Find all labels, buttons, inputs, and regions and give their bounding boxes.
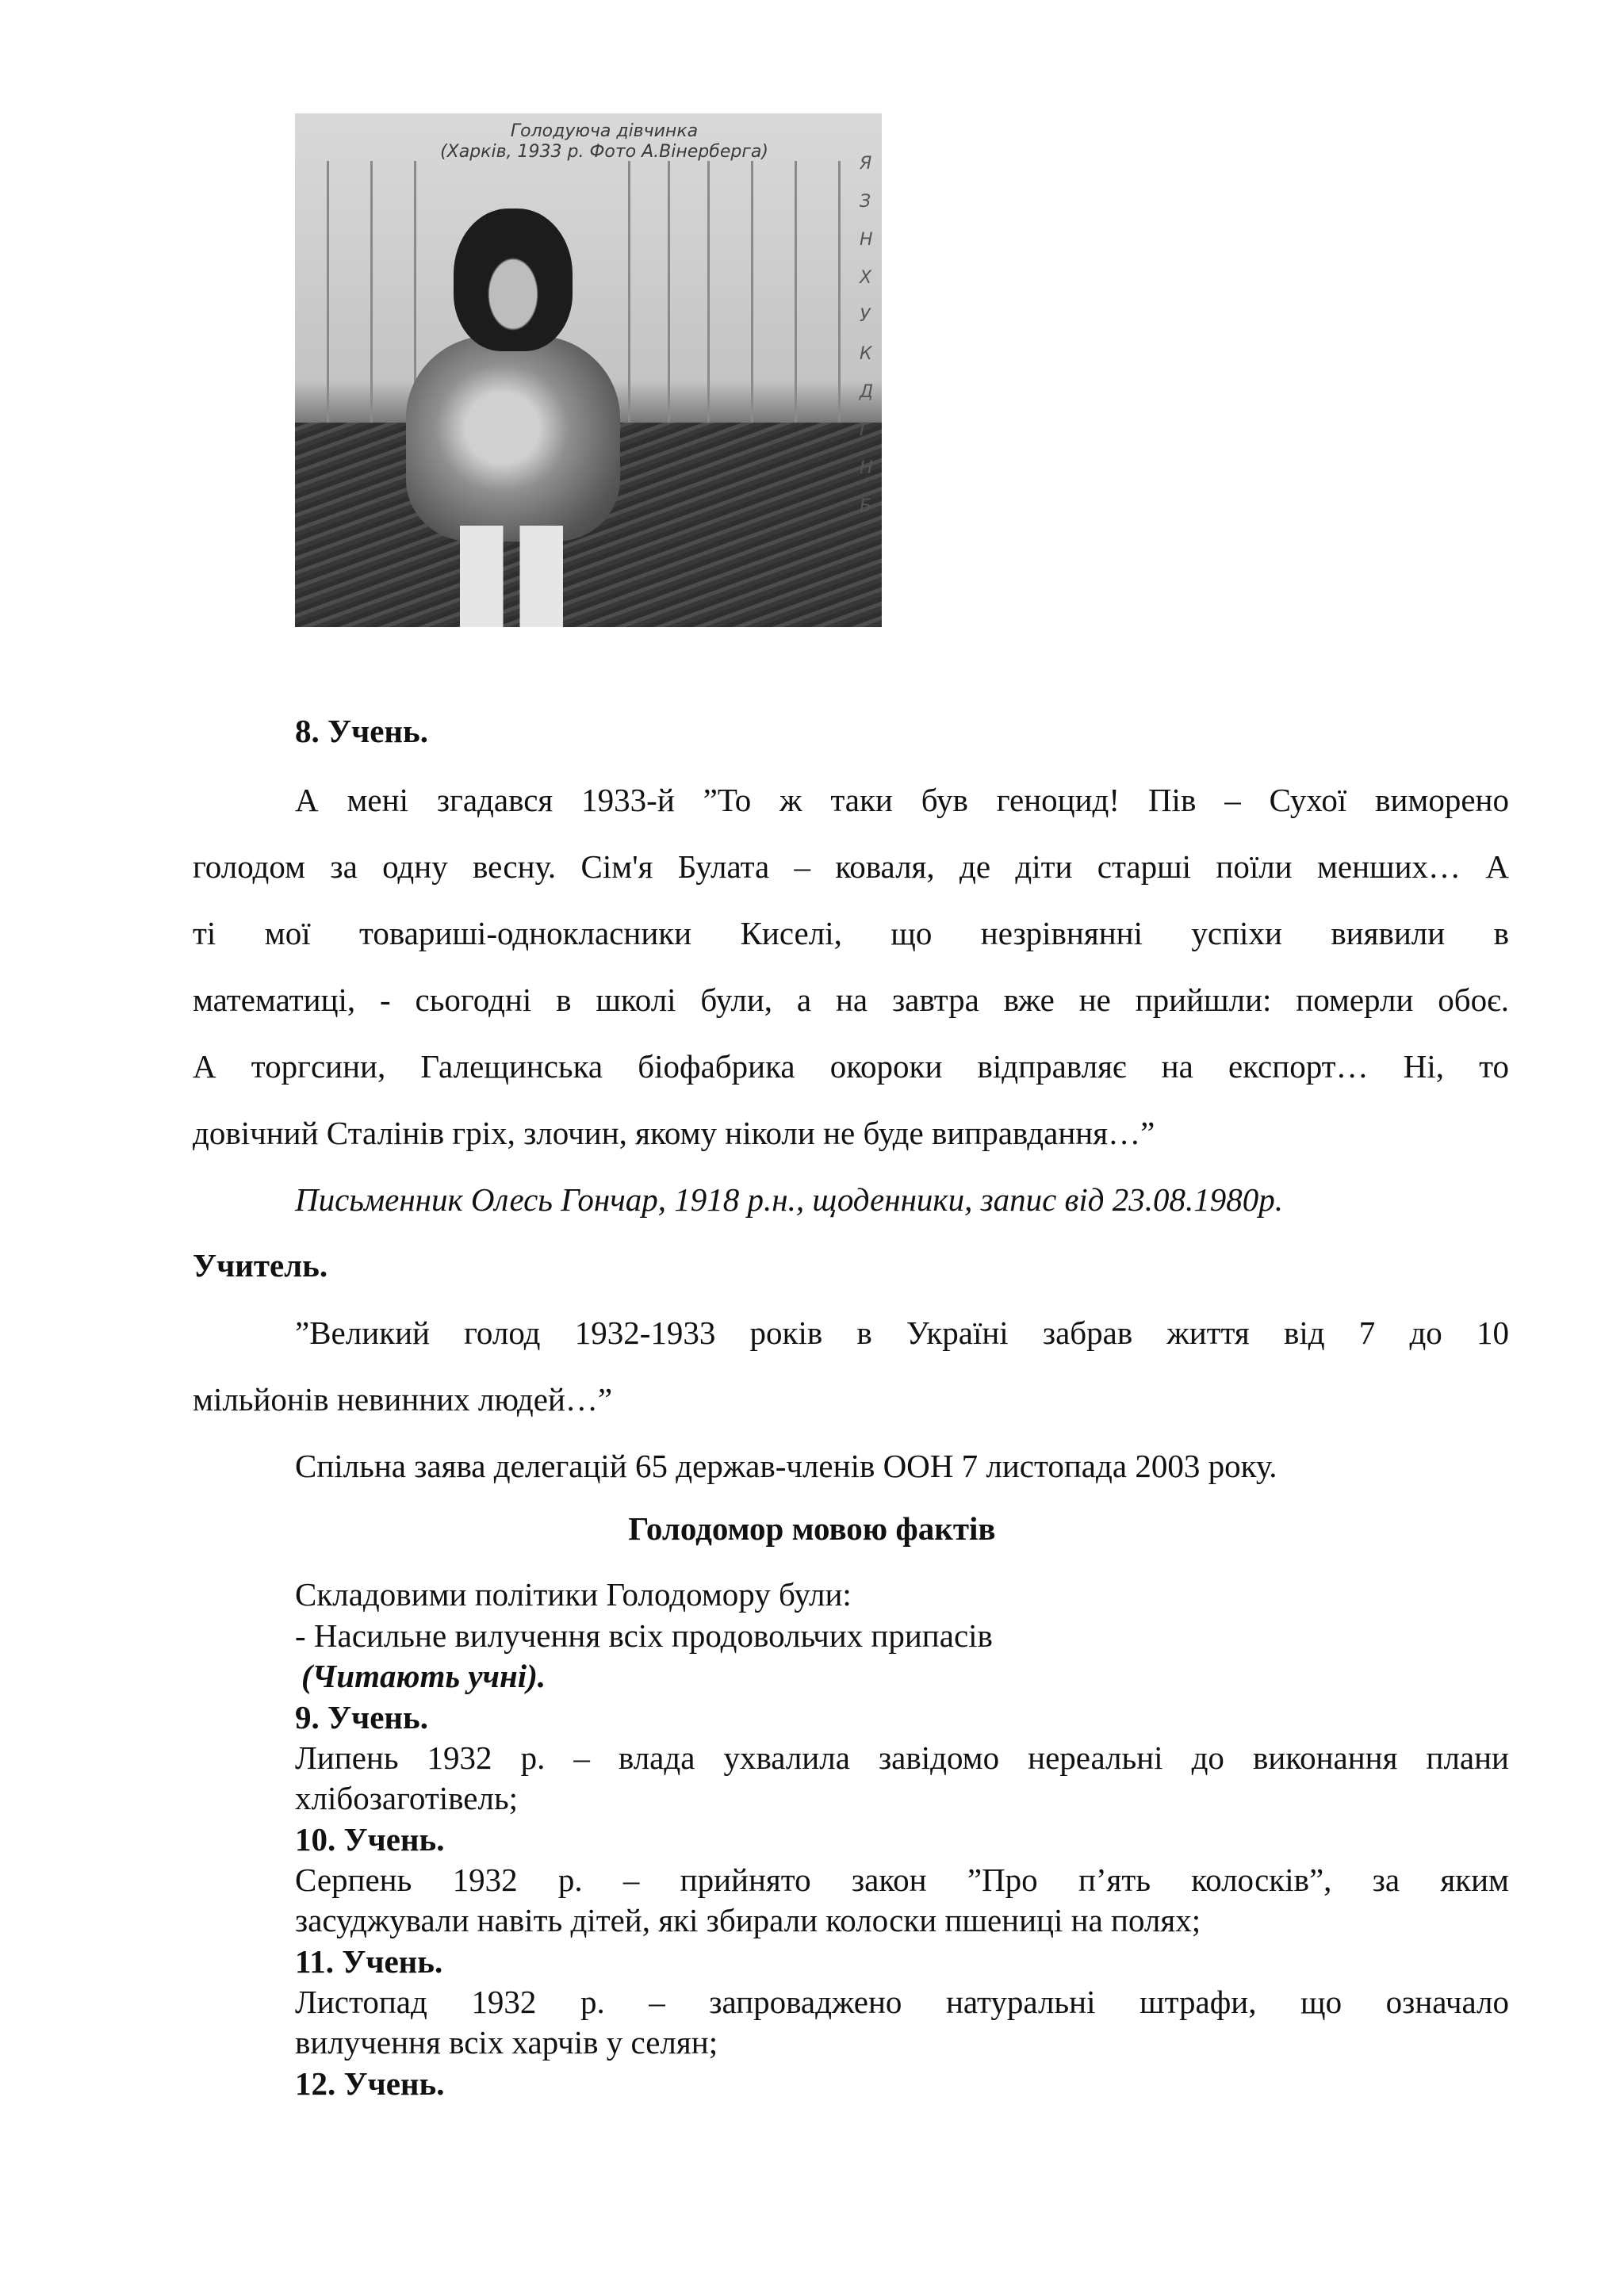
student-9-line-1: Липень 1932 р. – влада ухвалила завідомо нереальні до виконання плани <box>295 1739 1509 1776</box>
student-8-line-3: ті мої товариші-однокласники Киселі, що незрівнянні успіхи виявили в <box>193 915 1509 951</box>
teacher-quote-line-1: ”Великий голод 1932-1933 років в Україні забрав життя від 7 до 10 <box>295 1314 1509 1351</box>
student-8-line-1: А мені згадався 1933-й ”То ж таки був геноцид! Пів – Сухої виморено <box>295 782 1509 818</box>
photo-child-body <box>406 335 620 541</box>
student-8-line-2: голодом за одну весну. Сім'я Булата – коваля, де діти старші поїли менших… А <box>193 848 1509 885</box>
facts-title: Голодомор мовою фактів <box>628 1510 996 1547</box>
photo-caption-credit: (Харків, 1933 р. Фото А.Вінерберга) <box>440 142 768 162</box>
student-12-heading: 12. Учень. <box>295 2065 445 2102</box>
photo-child-head <box>454 209 573 351</box>
student-8-line-5: А торгсини, Галещинська біофабрика окороки відправляє на експорт… Ні, то <box>193 1048 1509 1085</box>
teacher-heading: Учитель. <box>193 1247 328 1284</box>
teacher-quote-line-2: мільйонів невинних людей…” <box>193 1381 613 1418</box>
photo-caption-title: Голодуюча дівчинка <box>510 121 699 141</box>
student-11-line-1: Листопад 1932 р. – запроваджено натуральні штрафи, що означало <box>295 1984 1509 2020</box>
photo-child-legs <box>460 526 563 627</box>
student-9-heading: 9. Учень. <box>295 1699 428 1735</box>
student-10-line-1: Серпень 1932 р. – прийнято закон ”Про п’ять колосків”, за яким <box>295 1862 1509 1898</box>
student-10-line-2: засуджували навіть дітей, які збирали колоски пшениці на полях; <box>295 1902 1201 1938</box>
student-10-heading: 10. Учень. <box>295 1821 445 1858</box>
teacher-source: Спільна заява делегацій 65 держав-членів ООН 7 листопада 2003 року. <box>295 1448 1277 1484</box>
starving-girl-photo <box>295 113 882 627</box>
photo-edge-letters: Я З Н Х У К Д Г Н Б <box>860 154 874 516</box>
student-11-line-2: вилучення всіх харчів у селян; <box>295 2024 718 2061</box>
student-8-line-6: довічний Сталінів гріх, злочин, якому ніколи не буде виправдання…” <box>193 1115 1155 1151</box>
student-11-heading: 11. Учень. <box>295 1943 443 1980</box>
facts-bullet: - Насильне вилучення всіх продовольчих припасів <box>295 1617 993 1654</box>
student-9-line-2: хлібозаготівель; <box>295 1780 519 1816</box>
facts-note: (Читають учні). <box>301 1658 546 1694</box>
photo-caption <box>358 121 850 163</box>
student-8-line-4: математиці, - сьогодні в школі були, а на завтра вже не прийшли: померли обоє. <box>193 982 1509 1018</box>
student-8-attribution: Письменник Олесь Гончар, 1918 р.н., щоденники, запис від 23.08.1980р. <box>295 1181 1283 1218</box>
facts-intro: Складовими політики Голодомору були: <box>295 1576 852 1613</box>
student-8-heading: 8. Учень. <box>295 713 428 749</box>
